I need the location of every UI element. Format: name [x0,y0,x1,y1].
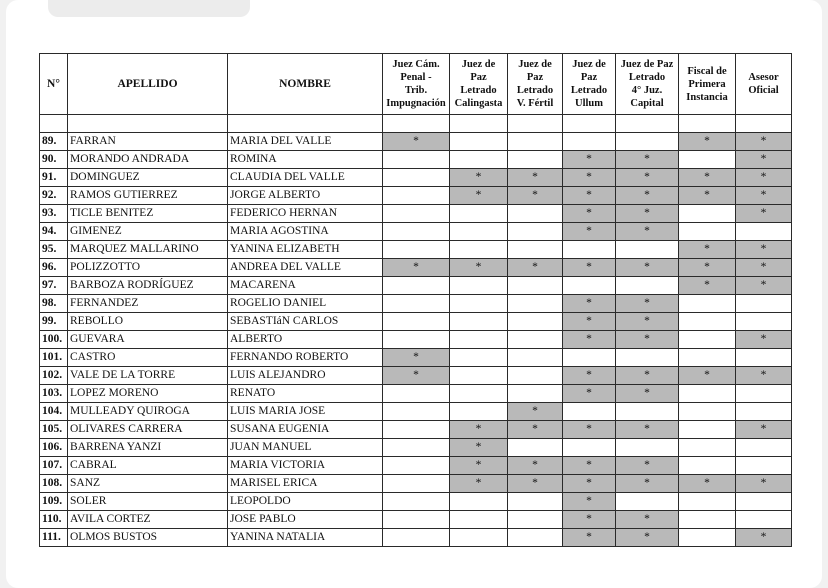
row-number: 104. [40,403,68,421]
mark-cell-empty [508,349,563,367]
mark-cell-empty [383,169,450,187]
mark-cell-checked: * [563,511,616,529]
header-paz-ullum: Juez de Paz Letrado Ullum [563,54,616,115]
row-number: 94. [40,223,68,241]
mark-cell-checked: * [679,475,736,493]
mark-cell-empty [508,205,563,223]
mark-cell-checked: * [450,187,508,205]
mark-cell-checked: * [508,259,563,277]
row-apellido: MARQUEZ MALLARINO [68,241,228,259]
mark-cell-empty [383,277,450,295]
mark-cell-checked: * [679,133,736,151]
mark-cell-empty [563,277,616,295]
table-row [40,349,792,367]
mark-cell-checked: * [383,349,450,367]
mark-cell-empty [736,349,792,367]
header-paz-capital: Juez de Paz Letrado 4° Juz. Capital [616,54,679,115]
mark-cell-empty [563,241,616,259]
mark-cell-checked: * [736,367,792,385]
mark-cell-empty [508,529,563,547]
row-apellido: AVILA CORTEZ [68,511,228,529]
mark-cell-empty [450,295,508,313]
table-row [40,313,792,331]
table-body [40,115,792,547]
mark-cell-empty [450,133,508,151]
row-number: 100. [40,331,68,349]
mark-cell-empty [679,439,736,457]
mark-cell-empty [383,421,450,439]
mark-cell-empty [450,511,508,529]
row-nombre: MACARENA [228,277,383,295]
row-apellido: MULLEADY QUIROGA [68,403,228,421]
row-nombre: YANINA NATALIA [228,529,383,547]
row-number: 111. [40,529,68,547]
table-row [40,187,792,205]
mark-cell-checked: * [383,133,450,151]
mark-cell-empty [508,295,563,313]
mark-cell-empty [383,313,450,331]
table-row [40,331,792,349]
mark-cell-empty [383,187,450,205]
row-apellido: MORANDO ANDRADA [68,151,228,169]
row-apellido: LOPEZ MORENO [68,385,228,403]
mark-cell-empty [508,241,563,259]
mark-cell-empty [736,457,792,475]
mark-cell-checked: * [450,421,508,439]
mark-cell-checked: * [679,169,736,187]
mark-cell-checked: * [563,313,616,331]
mark-cell-checked: * [508,169,563,187]
row-apellido: REBOLLO [68,313,228,331]
mark-cell-empty [679,421,736,439]
row-apellido: RAMOS GUTIERREZ [68,187,228,205]
table-row [40,493,792,511]
mark-cell-empty [508,385,563,403]
mark-cell-checked: * [508,187,563,205]
table-row [40,421,792,439]
table-row [40,511,792,529]
mark-cell-checked: * [563,493,616,511]
mark-cell-checked: * [563,295,616,313]
row-apellido: BARRENA YANZI [68,439,228,457]
mark-cell-checked: * [679,259,736,277]
table-row [40,151,792,169]
mark-cell-empty [508,313,563,331]
mark-cell-checked: * [563,385,616,403]
table-row [40,385,792,403]
mark-cell-empty [450,223,508,241]
row-number: 105. [40,421,68,439]
mark-cell-empty [736,511,792,529]
mark-cell-checked: * [736,475,792,493]
table-row [40,241,792,259]
row-number: 95. [40,241,68,259]
mark-cell-checked: * [508,421,563,439]
table-row [40,169,792,187]
mark-cell-checked: * [736,187,792,205]
mark-cell-empty [679,331,736,349]
mark-cell-checked: * [616,331,679,349]
mark-cell-checked: * [616,295,679,313]
row-apellido: GIMENEZ [68,223,228,241]
row-nombre: LUIS ALEJANDRO [228,367,383,385]
mark-cell-empty [383,295,450,313]
mark-cell-empty [383,223,450,241]
mark-cell-empty [508,493,563,511]
mark-cell-empty [679,313,736,331]
mark-cell-checked: * [563,223,616,241]
header-row [40,54,792,115]
row-number: 93. [40,205,68,223]
row-apellido: OLIVARES CARRERA [68,421,228,439]
mark-cell-empty [616,241,679,259]
mark-cell-checked: * [563,529,616,547]
mark-cell-empty [736,403,792,421]
row-apellido: TICLE BENITEZ [68,205,228,223]
mark-cell-checked: * [616,223,679,241]
mark-cell-checked: * [736,241,792,259]
table-row [40,475,792,493]
header-nombre: NOMBRE [228,54,383,115]
mark-cell-empty [450,367,508,385]
mark-cell-empty [383,403,450,421]
toolbar-tab [48,0,250,17]
mark-cell-checked: * [563,169,616,187]
mark-cell-empty [383,241,450,259]
row-nombre: FERNANDO ROBERTO [228,349,383,367]
row-apellido: FERNANDEZ [68,295,228,313]
mark-cell-empty [508,151,563,169]
table-row [40,259,792,277]
mark-cell-checked: * [616,457,679,475]
candidates-table [39,53,792,547]
row-number: 98. [40,295,68,313]
header-juez-cam: Juez Cám. Penal - Trib. Impugnación [383,54,450,115]
row-nombre: JORGE ALBERTO [228,187,383,205]
row-nombre: ROMINA [228,151,383,169]
mark-cell-checked: * [508,475,563,493]
mark-cell-empty [679,223,736,241]
mark-cell-empty [679,493,736,511]
mark-cell-checked: * [736,133,792,151]
mark-cell-checked: * [563,457,616,475]
mark-cell-checked: * [616,205,679,223]
mark-cell-empty [383,493,450,511]
row-nombre: FEDERICO HERNAN [228,205,383,223]
mark-cell-empty [450,331,508,349]
row-apellido: SANZ [68,475,228,493]
mark-cell-empty [383,151,450,169]
row-number: 108. [40,475,68,493]
row-number: 97. [40,277,68,295]
row-nombre: JOSE PABLO [228,511,383,529]
mark-cell-checked: * [450,259,508,277]
mark-cell-empty [508,223,563,241]
mark-cell-checked: * [563,475,616,493]
mark-cell-empty [616,493,679,511]
table-row [40,457,792,475]
mark-cell-checked: * [563,421,616,439]
row-nombre: YANINA ELIZABETH [228,241,383,259]
row-number: 96. [40,259,68,277]
row-number: 92. [40,187,68,205]
mark-cell-checked: * [616,187,679,205]
mark-cell-empty [736,313,792,331]
row-apellido: POLIZZOTTO [68,259,228,277]
row-nombre: CLAUDIA DEL VALLE [228,169,383,187]
row-nombre: ROGELIO DANIEL [228,295,383,313]
mark-cell-empty [679,151,736,169]
row-nombre: ANDREA DEL VALLE [228,259,383,277]
table-row [40,223,792,241]
mark-cell-checked: * [563,259,616,277]
row-nombre: JUAN MANUEL [228,439,383,457]
mark-cell-empty [736,295,792,313]
header-paz-fertil: Juez de Paz Letrado V. Fértil [508,54,563,115]
mark-cell-checked: * [450,457,508,475]
mark-cell-empty [508,511,563,529]
mark-cell-empty [616,133,679,151]
table-row [40,439,792,457]
mark-cell-checked: * [616,475,679,493]
mark-cell-checked: * [616,529,679,547]
mark-cell-empty [450,403,508,421]
mark-cell-checked: * [736,151,792,169]
mark-cell-empty [736,439,792,457]
mark-cell-checked: * [383,367,450,385]
mark-cell-checked: * [563,331,616,349]
mark-cell-checked: * [616,385,679,403]
mark-cell-empty [563,133,616,151]
spacer-row [40,115,792,133]
mark-cell-empty [450,349,508,367]
table-row [40,205,792,223]
row-apellido: SOLER [68,493,228,511]
row-nombre: LEOPOLDO [228,493,383,511]
mark-cell-empty [450,529,508,547]
row-nombre: SEBASTIáN CARLOS [228,313,383,331]
row-nombre: LUIS MARIA JOSE [228,403,383,421]
row-apellido: CABRAL [68,457,228,475]
mark-cell-empty [508,367,563,385]
mark-cell-empty [450,313,508,331]
mark-cell-checked: * [736,331,792,349]
row-apellido: CASTRO [68,349,228,367]
mark-cell-checked: * [736,205,792,223]
mark-cell-checked: * [736,259,792,277]
mark-cell-checked: * [563,367,616,385]
row-nombre: SUSANA EUGENIA [228,421,383,439]
row-nombre: MARIA AGOSTINA [228,223,383,241]
mark-cell-checked: * [616,169,679,187]
row-apellido: BARBOZA RODRÍGUEZ [68,277,228,295]
row-apellido: DOMINGUEZ [68,169,228,187]
row-number: 101. [40,349,68,367]
mark-cell-empty [450,385,508,403]
mark-cell-empty [383,511,450,529]
table-row [40,277,792,295]
row-number: 107. [40,457,68,475]
mark-cell-empty [508,331,563,349]
mark-cell-empty [616,403,679,421]
mark-cell-checked: * [616,367,679,385]
table-row [40,295,792,313]
mark-cell-empty [508,277,563,295]
mark-cell-checked: * [450,439,508,457]
row-nombre: MARIA DEL VALLE [228,133,383,151]
mark-cell-empty [450,151,508,169]
mark-cell-checked: * [616,313,679,331]
table-row [40,403,792,421]
header-asesor: Asesor Oficial [736,54,792,115]
table-row [40,133,792,151]
row-number: 109. [40,493,68,511]
mark-cell-checked: * [508,403,563,421]
mark-cell-checked: * [736,529,792,547]
mark-cell-empty [383,457,450,475]
row-number: 110. [40,511,68,529]
mark-cell-checked: * [616,511,679,529]
mark-cell-empty [450,205,508,223]
mark-cell-checked: * [508,457,563,475]
mark-cell-empty [616,349,679,367]
row-nombre: RENATO [228,385,383,403]
mark-cell-checked: * [679,187,736,205]
table-row [40,529,792,547]
mark-cell-empty [383,385,450,403]
mark-cell-empty [736,223,792,241]
mark-cell-empty [383,529,450,547]
row-number: 89. [40,133,68,151]
row-nombre: MARIA VICTORIA [228,457,383,475]
mark-cell-empty [450,241,508,259]
mark-cell-empty [563,403,616,421]
mark-cell-empty [383,475,450,493]
mark-cell-empty [450,493,508,511]
mark-cell-checked: * [450,169,508,187]
mark-cell-checked: * [679,367,736,385]
row-number: 91. [40,169,68,187]
table-row [40,367,792,385]
mark-cell-empty [508,133,563,151]
row-apellido: GUEVARA [68,331,228,349]
header-paz-calingasta: Juez de Paz Letrado Calingasta [450,54,508,115]
row-apellido: VALE DE LA TORRE [68,367,228,385]
mark-cell-checked: * [563,151,616,169]
row-nombre: ALBERTO [228,331,383,349]
row-apellido: FARRAN [68,133,228,151]
mark-cell-empty [383,331,450,349]
row-number: 103. [40,385,68,403]
mark-cell-empty [736,493,792,511]
mark-cell-empty [616,439,679,457]
mark-cell-empty [563,349,616,367]
row-number: 99. [40,313,68,331]
row-number: 102. [40,367,68,385]
row-nombre: MARISEL ERICA [228,475,383,493]
mark-cell-checked: * [679,277,736,295]
mark-cell-empty [563,439,616,457]
row-number: 106. [40,439,68,457]
mark-cell-checked: * [736,421,792,439]
mark-cell-checked: * [563,205,616,223]
mark-cell-empty [679,385,736,403]
mark-cell-checked: * [616,421,679,439]
mark-cell-empty [679,511,736,529]
mark-cell-checked: * [679,241,736,259]
mark-cell-checked: * [563,187,616,205]
mark-cell-empty [450,277,508,295]
mark-cell-checked: * [736,277,792,295]
mark-cell-checked: * [450,475,508,493]
mark-cell-empty [679,349,736,367]
mark-cell-empty [736,385,792,403]
mark-cell-empty [383,205,450,223]
mark-cell-empty [679,457,736,475]
mark-cell-empty [383,439,450,457]
mark-cell-checked: * [736,169,792,187]
row-number: 90. [40,151,68,169]
mark-cell-empty [679,529,736,547]
header-num: N° [40,54,68,115]
mark-cell-empty [679,205,736,223]
header-fiscal: Fiscal de Primera Instancia [679,54,736,115]
mark-cell-empty [508,439,563,457]
mark-cell-checked: * [616,151,679,169]
mark-cell-checked: * [383,259,450,277]
mark-cell-empty [679,403,736,421]
mark-cell-empty [616,277,679,295]
row-apellido: OLMOS BUSTOS [68,529,228,547]
header-apellido: APELLIDO [68,54,228,115]
mark-cell-checked: * [616,259,679,277]
mark-cell-empty [679,295,736,313]
